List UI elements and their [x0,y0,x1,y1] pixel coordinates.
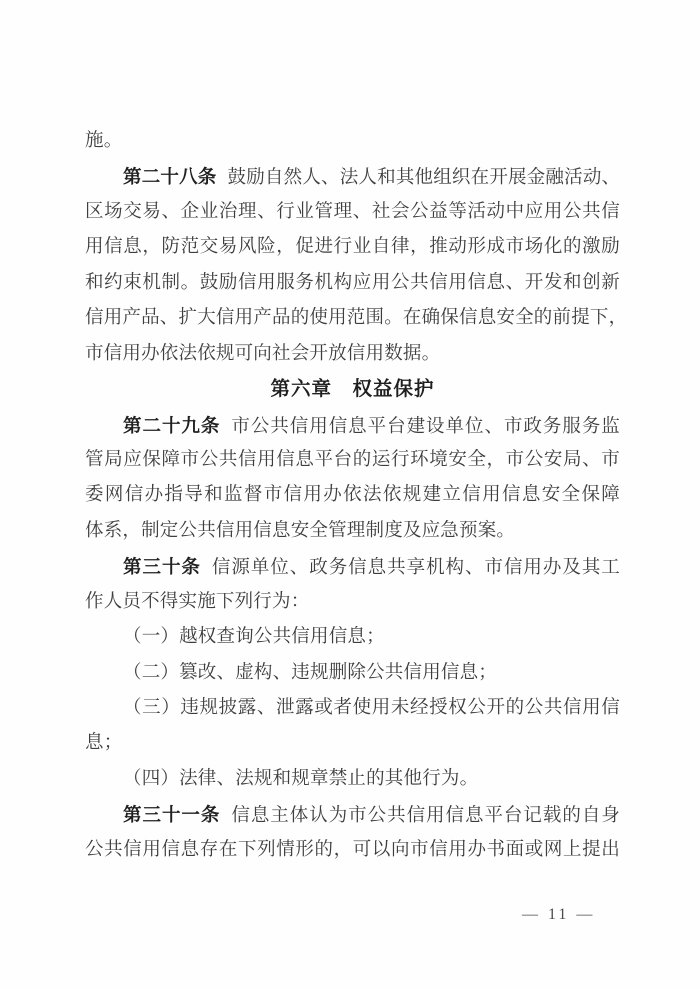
document-line [85,726,620,761]
document-line [85,833,620,868]
document-line [85,656,620,691]
document-body [85,124,628,868]
document-line [85,478,620,513]
text-segment: 公共信用信息存在下列情形的，可以向市信用办书面或网上提出 [85,839,620,860]
text-segment: （四）法律、法规和规章禁止的其他行为。 [123,768,479,789]
text-segment: （三）违规披露、泄露或者使用未经授权公开的公共信用信 [123,698,620,718]
text-segment: 信源单位、政务信息共享机构、市信用办及其工 [211,558,620,579]
document-line [85,195,620,230]
document-line [85,797,620,832]
document-line [85,124,620,159]
text-segment: 市信用办依法依规可向社会开放信用数据。 [85,343,441,364]
text-segment: 市公共信用信息平台建设单位、市政务服务监 [231,416,620,437]
document-line [85,230,620,265]
article-number: 第二十九条 [123,414,221,436]
text-segment: 用信息，防范交易风险，促进行业自律，推动形成市场化的激励 [85,237,620,258]
document-line [85,585,620,620]
page-number: — 11 — [522,906,596,923]
document-line [85,549,620,584]
chapter-heading [85,372,620,407]
document-line [85,762,620,797]
document-line [85,337,620,372]
text-segment: 委网信办指导和监督市信用办依法依规建立信用信息安全保障 [85,485,620,506]
text-segment: 信息主体认为市公共信用信息平台记载的自身 [231,806,620,827]
article-number: 第六章 权益保护 [270,378,435,401]
document-line [85,301,628,336]
text-segment: 息； [85,733,123,754]
document-line [85,408,620,443]
document-line [85,514,620,549]
document-line [85,266,620,301]
document-line [85,159,620,194]
article-number: 第三十一条 [123,804,221,826]
text-segment: （一）越权查询公共信用信息； [123,627,385,648]
text-segment: （二）篡改、虚构、违规删除公共信用信息； [123,662,498,683]
text-segment: 鼓励自然人、法人和其他组织在开展金融活动、 [227,168,621,189]
text-segment: 管局应保障市公共信用信息平台的运行环境安全，市公安局、市 [85,449,620,470]
text-segment: 信用产品、扩大信用产品的使用范围。在确保信息安全的前提下， [85,308,628,329]
article-number: 第二十八条 [123,166,217,188]
document-line [85,443,620,478]
article-number: 第三十条 [123,556,201,578]
text-segment: 体系，制定公共信用信息安全管理制度及应急预案。 [85,520,516,541]
text-segment: 和约束机制。鼓励信用服务机构应用公共信用信息、开发和创新 [85,272,620,293]
text-segment: 区场交易、企业治理、行业管理、社会公益等活动中应用公共信 [85,201,620,222]
text-segment: 作人员不得实施下列行为： [85,591,310,612]
text-segment: 施。 [85,131,123,151]
document-line [85,691,620,726]
document-line [85,620,620,655]
